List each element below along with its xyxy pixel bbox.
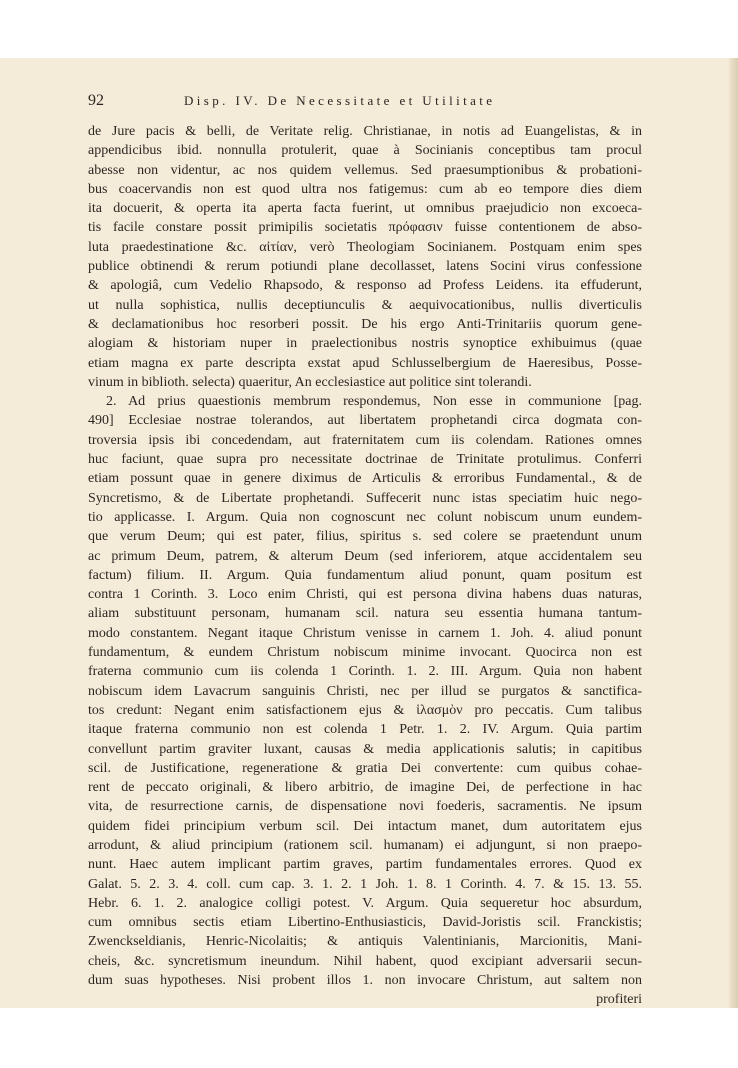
text-line: & apologiâ, cum Vedelio Rhapsodo, & responso ad Profess Leidens. ita effuderunt,: [88, 278, 642, 294]
text-line: etiam magna ex parte descripta exstat apud Schlusselbergium de Haeresibus, Posse-: [88, 355, 642, 371]
text-line: cheis, &c. syncretismum ineundum. Nihil habent, quod excipiant adversarii secun-: [88, 953, 642, 969]
paragraph-2: [88, 392, 642, 1010]
text-line: huc faciunt, quae supra pro necessitate doctrinae de Trinitate protulimus. Conferri: [88, 452, 642, 468]
text-line: tis facile constare possit primipilis societatis πρόφασιν fuisse contentionem de abso-: [88, 220, 642, 236]
text-line: Galat. 5. 2. 3. 4. coll. cum cap. 3. 1. 2. 1 Joh. 1. 8. 1 Corinth. 4. 7. & 15. 13. 55.: [88, 876, 642, 892]
text-line: fraterna communio cum iis colenda 1 Corinth. 1. 2. III. Argum. Quia non habent: [88, 664, 642, 680]
text-line: aliam substituunt personam, humanam scil. natura seu essentia humana tantum-: [88, 606, 642, 622]
text-line: tio applicasse. I. Argum. Quia non cognoscunt nec colunt nobiscum unum eundem-: [88, 509, 642, 525]
text-line: ac primum Deum, patrem, & alterum Deum (sed inferiorem, atque accidentalem seu: [88, 548, 642, 564]
page-edge-shadow: [729, 58, 738, 1008]
text-line: scil. de Justificatione, regeneratione & gratia Dei convertente: cum quibus cohae-: [88, 760, 642, 776]
text-line: Zwenckseldianis, Henric-Nicolaitis; & antiquis Valentinianis, Marcionitis, Mani-: [88, 934, 642, 950]
text-line: bus coacervandis non est quod ultra nos fatigemus: cum ab eo tempore dies diem: [88, 181, 642, 197]
text-line: Hebr. 6. 1. 2. analogice colligi potest. V. Argum. Quia sequeretur hoc absurdum,: [88, 895, 642, 911]
running-title: Disp. IV. De Necessitate et Utilitate: [184, 93, 496, 108]
text-line: 490] Ecclesiae nostrae tolerandos, aut libertatem prophetandi circa dogmata con-: [88, 413, 642, 429]
text-line: & declamationibus hoc resorberi possit. De his ergo Anti-Trinitariis quorum gene-: [88, 316, 642, 332]
text-line: contra 1 Corinth. 3. Loco enim Christi, qui est persona divina habens duas naturas,: [88, 587, 642, 603]
text-line: arrodunt, & aliud principium (rationem scil. humanam) ei adjungunt, si non praepo-: [88, 837, 642, 853]
text-line: alogiam & historiam nuper in praelectionibus nostris synoptice exhibuimus (quae: [88, 336, 642, 352]
text-line: 2. Ad prius quaestionis membrum respondemus, Non esse in communione [pag.: [106, 394, 642, 410]
text-line: tos credunt: Negant enim satisfactionem ejus & ἱλασμὸν pro peccatis. Cum talibus: [88, 702, 642, 718]
text-line: nunt. Haec autem implicant partim graves, partim fundamentales errores. Quod ex: [88, 857, 642, 873]
text-line: profiteri: [596, 992, 642, 1008]
text-line: dum suas hypotheses. Nisi probent illos 1. non invocare Christum, aut saltem non: [88, 973, 642, 989]
text-line: troversia ipsis ibi concedendam, aut fraternitatem cum iis colendam. Rationes omnes: [88, 432, 642, 448]
paragraph-1: [88, 122, 642, 392]
text-line: nobiscum idem Lavacrum sanguinis Christi, nec per illud se purgatos & sanctifica-: [88, 683, 642, 699]
page-number: 92: [88, 92, 104, 109]
text-line: luta praedestinatione &c. αἰτίαν, verò Theologiam Socinianem. Postquam enim spes: [88, 239, 642, 255]
text-line: ut nulla sophistica, nullis deceptiunculis & aequivocationibus, nullis diverticulis: [88, 297, 642, 313]
text-line: rent de peccato originali, & libero arbitrio, de imagine Dei, de perfectione in hac: [88, 780, 642, 796]
text-line: que verum Deum; qui est pater, filius, spiritus s. sed colere se praetendunt unum: [88, 529, 642, 545]
text-line: appendicibus ibid. nonnulla protulerit, quae à Socinianis conceptibus tam procul: [88, 143, 642, 159]
text-line: fundamentum, & eundem Christum nobiscum minime invocant. Quocirca non est: [88, 645, 642, 661]
body-text: [88, 122, 642, 1010]
page-header: [88, 92, 646, 114]
text-line: quidem fidei principium verbum scil. Dei intactum manet, dum autoritatem ejus: [88, 818, 642, 834]
text-line: ita docuerit, & operta ita aperta facta fuerint, ut omnibus praejudicio non excoeca-: [88, 201, 642, 217]
text-line: itaque fraterna communio non est colenda 1 Petr. 1. 2. IV. Argum. Quia partim: [88, 722, 642, 738]
text-line: abesse non videntur, ac nos quidem vellemus. Sed praesumptionibus & probationi-: [88, 162, 642, 178]
text-line: cum omnibus sectis etiam Libertino-Enthusiasticis, David-Joristis scil. Franckistis;: [88, 915, 642, 931]
text-line: convellunt partim graviter luxant, causas & media applicationis salutis; in capitibus: [88, 741, 642, 757]
text-line: etiam possunt quae in genere diximus de Articulis & erroribus Fundamental., & de: [88, 471, 642, 487]
text-line: de Jure pacis & belli, de Veritate relig. Christianae, in notis ad Euangelistas, & in: [88, 124, 642, 139]
text-line: modo constantem. Negant itaque Christum venisse in carnem 1. Joh. 4. aliud ponunt: [88, 625, 642, 641]
text-line: Syncretismo, & de Libertate prophetandi. Suffecerit nunc istas speciatim huic nego-: [88, 490, 642, 506]
text-line: vita, de resurrectione carnis, de dispensatione novi foederis, sacramentis. Ne ipsum: [88, 799, 642, 815]
text-line: vinum in biblioth. selecta) quaeritur, An ecclesiastice aut politice sint tolerandi.: [88, 374, 532, 390]
text-line: factum) filium. II. Argum. Quia fundamentum aliud ponunt, quam positum est: [88, 567, 642, 583]
text-line: publice obtinendi & rerum potiundi plane decollasset, latens Socini virus confessione: [88, 259, 642, 275]
